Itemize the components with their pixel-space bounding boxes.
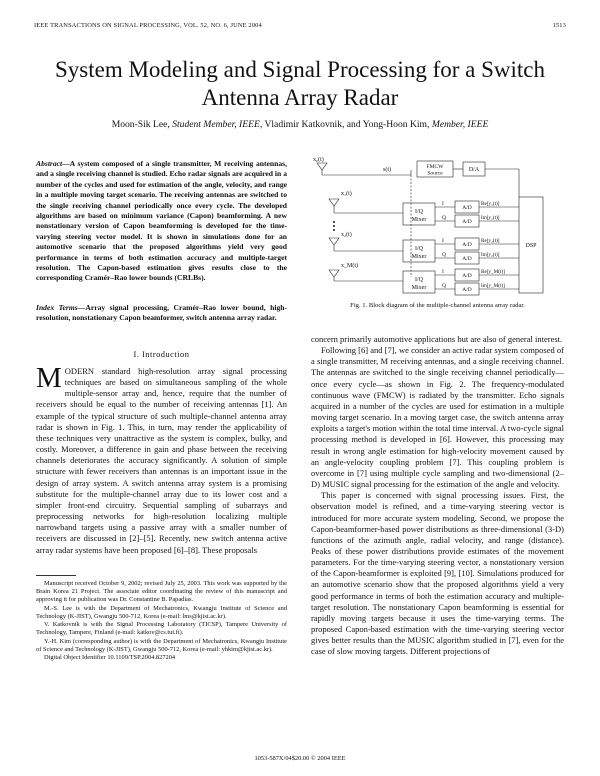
fig-out-2: Im[y₁(t)] bbox=[481, 215, 500, 221]
right-column-text bbox=[311, 334, 564, 658]
fig-q-m: Q bbox=[442, 283, 446, 289]
footnote-author-1: M.-S. Lee is with the Department of Mechatronics, Kwangju Institute of Science and Technology (K-JIST), Gwangju 500-712, Korea (e-mail: lms@kjist.ac.kr). bbox=[36, 604, 287, 620]
fig-out-6: Im[y_M(t)] bbox=[481, 283, 505, 289]
page-number: 1513 bbox=[552, 22, 566, 29]
index-terms bbox=[36, 303, 287, 324]
footnote-doi: Digital Object Identifier 10.1109/TSP.2004.827204 bbox=[44, 654, 176, 662]
rx-antenna-icon-2 bbox=[329, 238, 339, 245]
paragraph-following: Following [6] and [7], we consider an active radar system composed of a single transmitter, M receiving antennas, and a single receiving channel. The antennas are switched to the single receiving channel periodically—once every cycle—as shown in Fig. 2. The frequency-modulated continuous wave (FMCW) is radiated by the transmitter. Echo signals acquired in a number of the cycles are used for estimation in a multiple moving target scenario. In a moving target case, the switch antenna array exploits a target's motion within the total time interval. A two-cycle signal processing method is developed in [6]. However, this processing may result in wrong angle estimation for high-velocity movement caused by an angle-velocity coupling problem [7]. This coupling problem is overcome in [7] using multiple cycle sampling and two-dimensional (2–D) MUSIC signal processing for the estimation of the angle and velocity. bbox=[311, 345, 564, 490]
fig-label-x1: x₁(t) bbox=[341, 191, 352, 197]
fig-ad-5: A/D bbox=[462, 273, 472, 279]
author-1-affiliation: Student Member, IEEE bbox=[172, 119, 260, 130]
index-terms-text: Array signal processing, Cramér–Rao lower bound, high-resolution, nonstationary Capon beamformer, switch antenna array radar. bbox=[36, 303, 287, 323]
rx-antenna-icon-1 bbox=[329, 199, 339, 206]
fig-ad-4: A/D bbox=[462, 256, 472, 262]
copyright-footer: 1053-587X/04$20.00 © 2004 IEEE bbox=[254, 755, 346, 762]
author-3-affiliation: Member, IEEE bbox=[431, 119, 489, 130]
fig-out-1: Re[y₁(t)] bbox=[481, 201, 500, 207]
rx-antenna-icon-m bbox=[329, 270, 339, 277]
fig-label-dsp: DSP bbox=[525, 243, 537, 249]
intro-text: ODERN standard high-resolution array signal processing techniques are based on simultaneous sampling of the whole multiple-sensor array and, hence, require that the number of receivers should be equal to the number of receiving antennas [1]. An example of the typical structure of such multiple-channel antenna array radar is shown in Fig. 1. This, in turn, may render the applicability of these techniques very unattractive as the system is complex, bulky, and costly. Moreover, a difference in gain and phase between the receiving channels deteriorates the accuracy significantly. A solution of simple structure with fewer receivers than antennas is an important issue in the design of array system. A switch antenna array system is a promising substitute for the multiple-channel array due to its lower cost and a simpler front-end circuitry. Sequential sampling of subarrays and preprocessing networks for high-resolution localizing multiple narrowband targets using a passive array with a smaller number of receivers are discussed in [2]–[5]. Recently, new switch antenna active array radar systems have been proposed [6]–[8]. These proposals bbox=[36, 366, 287, 555]
author-line bbox=[30, 119, 570, 130]
fig-mixer-2-l1: I/Q bbox=[415, 246, 423, 252]
fig-ad-3: A/D bbox=[462, 242, 472, 248]
fig-q-2: Q bbox=[442, 252, 446, 258]
fig-mixer-1-l1: I/Q bbox=[415, 209, 423, 215]
block-diagram-figure bbox=[311, 157, 564, 297]
fig-out-4: Im[y₂(t)] bbox=[481, 252, 500, 258]
footnotes bbox=[36, 580, 287, 663]
footnote-author-2: V. Katkovnik is with the Signal Processing Laboratory (TICSP), Tampere University of Technology, Tampere, Finland (e-mail: katkov@cs.tut.fi). bbox=[36, 621, 287, 637]
fig-i-1: I bbox=[442, 201, 444, 207]
fig-i-2: I bbox=[442, 238, 444, 244]
fig-mixer-2-l2: Mixer bbox=[411, 254, 427, 260]
fig-ad-2: A/D bbox=[462, 219, 472, 225]
footnote-author-3: Y.-H. Kim (corresponding author) is with the Department of Mechatronics, Kwangju Institute of Science and Technology (K-JIST), Gwangju 500-712, Korea (e-mail: yhkim@kjist.ac.kr). bbox=[36, 637, 287, 653]
fig-mixer-1-l2: Mixer bbox=[411, 217, 427, 223]
fig-label-x2: x₂(t) bbox=[341, 232, 352, 238]
fig-i-m: I bbox=[442, 269, 444, 275]
author-2-3: , Vladimir Katkovnik, and Yong-Hoon Kim, bbox=[259, 119, 432, 130]
fig-mixer-m-l1: I/Q bbox=[415, 277, 423, 283]
paragraph-continued: concern primarily automotive applications but are also of general interest. bbox=[311, 334, 563, 344]
fig-label-xm: x_M(t) bbox=[341, 263, 358, 269]
author-1: Moon-Sik Lee, bbox=[111, 119, 173, 130]
footnote-rule bbox=[36, 575, 76, 576]
fig-label-fmcw: FMCW bbox=[426, 164, 444, 170]
abstract-text: A system composed of a single transmitter, M receiving antennas, and a single receiving channel is studied. Echo radar signals are acquired in a number of the cycles and used for estimation of the angle, velocity, and range in a multiple moving target scenario. The receiving antennas are switched to the single receiving channel periodically once every cycle. The developed algorithms are based on minimum variance (Capon) beamforming. A new nonstationary version of Capon beamforming is developed for the time-varying steering vector model. It is shown in simulations done for an automotive scenario that the proposed algorithms yield very good performance in terms of both estimation accuracy and multiple-target resolution. The Capon-based estimation gives results close to the corresponding Cramér–Rao lower bounds (CRLBs). bbox=[36, 159, 287, 283]
fig-label-da: D/A bbox=[468, 167, 480, 173]
intro-paragraph bbox=[36, 362, 287, 556]
paper-title: System Modeling and Signal Processing for a Switch Antenna Array Radar bbox=[55, 57, 545, 110]
fig-ad-1: A/D bbox=[462, 205, 472, 211]
fig-out-5: Re[y_M(t)] bbox=[481, 269, 505, 275]
fig-out-3: Re[y₂(t)] bbox=[481, 238, 500, 244]
index-terms-lead: Index Terms— bbox=[36, 303, 86, 312]
fig-q-1: Q bbox=[442, 215, 446, 221]
running-header: IEEE TRANSACTIONS ON SIGNAL PROCESSING, VOL. 52, NO. 6, JUNE 2004 bbox=[34, 22, 262, 29]
fig-label-x0: x₀(t) bbox=[313, 157, 324, 163]
figure-caption: Fig. 1. Block diagram of the multiple-channel antenna array radar. bbox=[350, 302, 525, 309]
abstract bbox=[36, 159, 287, 284]
drop-cap: M bbox=[36, 362, 62, 394]
abstract-lead: Abstract— bbox=[36, 159, 70, 168]
section-heading: I. Introduction bbox=[133, 350, 190, 359]
footnote-manuscript: Manuscript received October 9, 2002; revised July 25, 2003. This work was supported by the Brain Korea 21 Project. The associate editor coordinating the review of this manuscript and approving it for publication was Dr. Constantine B. Papadias. bbox=[36, 580, 287, 604]
paragraph-concerned: This paper is concerned with signal processing issues. First, the observation model is refined, and a time-varying steering vector is introduced for more accurate system modeling. Second, we propose the Capon-beamformer-based power distributions as three-dimensional (3-D) functions of the azimuth angle, radial velocity, and range (distance). Peaks of these power distributions provide estimates of the movement parameters. For the time-varying steering vector, a nonstationary version of the Capon-beamformer is exploited [9], [10]. Simulations produced for an automotive scenario show that the proposed algorithms yield a very good performance in terms of both the estimation accuracy and multiple-target resolution. The nonstationary Capon beamforming is essential for rapidly moving targets because it uses the time-varying terms. The proposed Capon-based estimation with the time-varying steering vector gives better results than the MUSIC algorithm studied in [7], even for the case of slow moving targets. Different projections of bbox=[311, 490, 564, 657]
fig-label-source: Source bbox=[427, 170, 443, 177]
fig-mixer-m-l2: Mixer bbox=[411, 285, 427, 291]
fig-ad-6: A/D bbox=[462, 287, 472, 293]
fig-label-s: s(t) bbox=[383, 167, 391, 173]
tx-antenna-icon bbox=[317, 163, 327, 170]
